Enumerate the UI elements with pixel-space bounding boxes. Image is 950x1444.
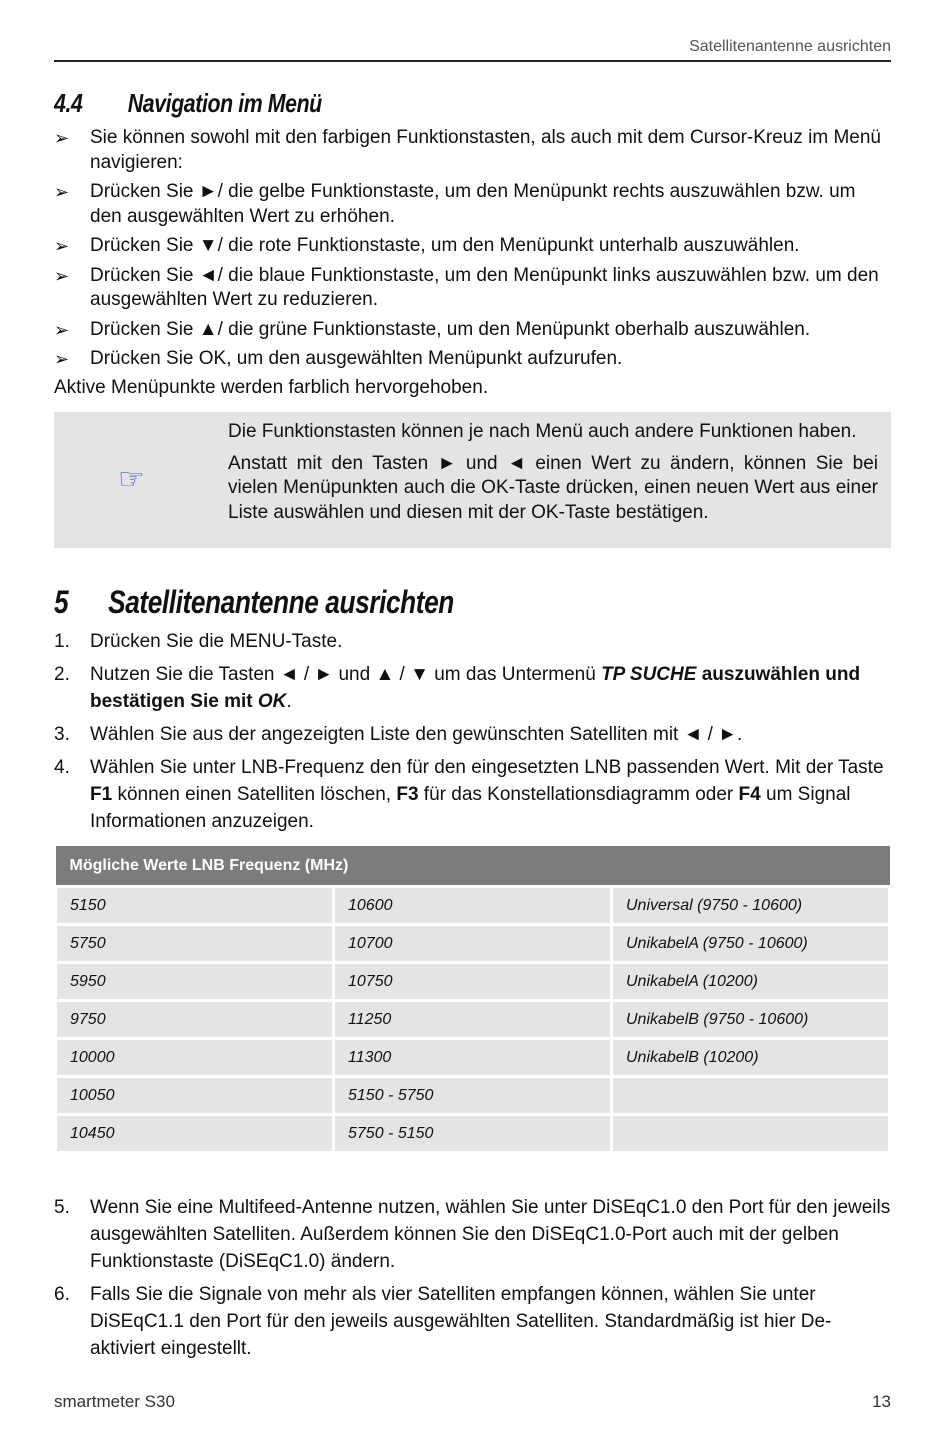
table-row xyxy=(56,1001,890,1039)
table-cell: 10450 xyxy=(56,1115,334,1153)
step-number: 4. xyxy=(54,757,70,778)
bullet-text: Drücken Sie ◄/ die blaue Funktionstaste, um den Menüpunkt links auszuwählen bzw. um den ausgewählten Wert zu reduzieren. xyxy=(90,264,879,310)
running-header: Satellitenantenne ausrichten xyxy=(689,38,891,55)
bullet-text: Drücken Sie ►/ die gelbe Funktionstaste, um den Menüpunkt rechts auszuwählen bzw. um den ausgewählten Wert zu erhöhen. xyxy=(90,181,856,227)
table-cell: 11300 xyxy=(334,1039,612,1077)
step-item xyxy=(54,628,891,655)
header-rule xyxy=(54,60,891,62)
steps-list xyxy=(54,628,891,841)
step-text: Wählen Sie aus der angezeigten Liste den gewünschten Satelliten mit ◄ / ►. xyxy=(90,724,743,745)
table-cell: 5150 xyxy=(56,887,334,925)
table-cell: 5950 xyxy=(56,963,334,1001)
step-text: Wählen Sie unter LNB-Frequenz den für den eingesetzten LNB passenden Wert. Mit der Taste xyxy=(90,757,884,778)
footer-product: smartmeter S30 xyxy=(54,1392,175,1411)
step-text: F1 xyxy=(90,784,113,805)
table-cell: 11250 xyxy=(334,1001,612,1039)
table-cell: 5750 xyxy=(56,925,334,963)
table-cell: 10750 xyxy=(334,963,612,1001)
table-cell: UnikabelA (10200) xyxy=(612,963,890,1001)
table-cell: 10600 xyxy=(334,887,612,925)
arrow-bullet-icon: ➢ xyxy=(54,128,70,148)
step-text: F4 xyxy=(738,784,761,805)
table-row xyxy=(56,1077,890,1115)
step-number: 6. xyxy=(54,1284,70,1305)
bullet-item xyxy=(54,264,891,313)
bullet-item xyxy=(54,234,891,259)
table-row xyxy=(56,1115,890,1153)
page-number: 13 xyxy=(872,1392,891,1411)
step-item xyxy=(54,1194,891,1275)
step-text: Wenn Sie eine Multifeed-Antenne nutzen, wählen Sie unter DiSEqC1.0 den Port für den jeweils ausgewählten Satelliten. Außerdem können Sie den DiSEqC1.0-Port auch mit der gelben Funktionstaste (DiSEqC1.0) ändern. xyxy=(90,1197,891,1272)
step-text: für das Konstellationsdiagramm oder xyxy=(418,784,739,805)
table-cell: 5750 - 5150 xyxy=(334,1115,612,1153)
bullet-text: Drücken Sie ▲/ die grüne Funktionstaste, um den Menüpunkt oberhalb auszuwählen. xyxy=(90,318,811,340)
bullet-item xyxy=(54,180,891,229)
table-cell: UnikabelB (10200) xyxy=(612,1039,890,1077)
step-text: F3 xyxy=(396,784,419,805)
bullet-text: Sie können sowohl mit den farbigen Funktionstasten, als auch mit dem Cursor-Kreuz im Menü navigieren: xyxy=(90,127,881,173)
table-cell: 10700 xyxy=(334,925,612,963)
steps-list-continued xyxy=(54,1194,891,1368)
table-cell: 9750 xyxy=(56,1001,334,1039)
active-items-note: Aktive Menüpunkte werden farblich hervorgehoben. xyxy=(54,377,489,398)
step-text: auszuwählen und bestätigen Sie mit xyxy=(90,664,861,712)
table-cell: UnikabelB (9750 - 10600) xyxy=(612,1001,890,1039)
step-text: Drücken Sie die MENU-Taste. xyxy=(90,631,343,652)
section-number: 4.4 xyxy=(54,88,83,118)
table-row xyxy=(56,925,890,963)
section-heading-5 xyxy=(54,584,454,621)
step-text: TP SUCHE xyxy=(601,664,697,685)
note-text xyxy=(228,420,878,532)
arrow-bullet-icon: ➢ xyxy=(54,182,70,202)
table-cell: UnikabelA (9750 - 10600) xyxy=(612,925,890,963)
note-paragraph: Anstatt mit den Tasten ► und ◄ einen Wert zu ändern, können Sie bei vielen Menüpunkten auch die OK-Taste drücken, einen neuen Wert aus einer Liste auswählen und diesen mit der OK-Taste bestätigen. xyxy=(228,452,878,523)
arrow-bullet-icon: ➢ xyxy=(54,349,70,369)
step-text: Falls Sie die Signale von mehr als vier Satelliten empfangen können, wählen Sie unter DiSEqC1.1 den Port für den jeweils ausgewählten Satelliten. Standardmäßig ist hier De-aktiviert eingestellt. xyxy=(90,1284,832,1359)
step-text: Nutzen Sie die Tasten ◄ / ► und ▲ / ▼ um das Untermenü xyxy=(90,664,602,685)
table-cell xyxy=(612,1077,890,1115)
step-item xyxy=(54,1281,891,1362)
bullet-item xyxy=(54,318,891,343)
step-number: 3. xyxy=(54,724,70,745)
arrow-bullet-icon: ➢ xyxy=(54,319,70,340)
pointing-hand-icon: ☞ xyxy=(118,463,145,496)
step-item xyxy=(54,754,891,835)
section-title: Navigation im Menü xyxy=(127,88,322,118)
step-number: 5. xyxy=(54,1197,70,1218)
step-text: können einen Satelliten löschen, xyxy=(112,784,397,805)
bullet-text: Drücken Sie OK, um den ausgewählten Menüpunkt aufzurufen. xyxy=(90,348,623,369)
bullet-item xyxy=(54,347,891,372)
table-cell: 10000 xyxy=(56,1039,334,1077)
table-header: Mögliche Werte LNB Frequenz (MHz) xyxy=(56,846,890,887)
table-row xyxy=(56,963,890,1001)
table-cell: Universal (9750 - 10600) xyxy=(612,887,890,925)
info-note-box xyxy=(54,412,891,548)
bullet-item xyxy=(54,126,891,175)
table-cell xyxy=(612,1115,890,1153)
step-text: . xyxy=(286,691,292,712)
section-heading-4-4 xyxy=(54,88,322,119)
arrow-bullet-icon: ➢ xyxy=(54,236,70,256)
table-row xyxy=(56,887,890,925)
bullet-text: Drücken Sie ▼/ die rote Funktionstaste, um den Menüpunkt unterhalb auszuwählen. xyxy=(90,235,800,256)
table-cell: 5150 - 5750 xyxy=(334,1077,612,1115)
table-cell: 10050 xyxy=(56,1077,334,1115)
step-number: 2. xyxy=(54,664,70,685)
navigation-bullet-list xyxy=(54,126,891,377)
table-row xyxy=(56,1039,890,1077)
step-number: 1. xyxy=(54,631,70,652)
lnb-frequency-table xyxy=(54,846,891,1154)
step-item xyxy=(54,721,891,748)
step-text: OK xyxy=(257,691,287,712)
note-paragraph: Die Funktionstasten können je nach Menü auch andere Funktionen haben. xyxy=(228,421,857,442)
section-title: Satellitenantenne ausrichten xyxy=(108,584,454,620)
step-text: um Signal Informationen anzuzeigen. xyxy=(90,784,851,832)
step-item xyxy=(54,661,891,715)
section-number: 5 xyxy=(54,584,69,620)
arrow-bullet-icon: ➢ xyxy=(54,265,70,286)
